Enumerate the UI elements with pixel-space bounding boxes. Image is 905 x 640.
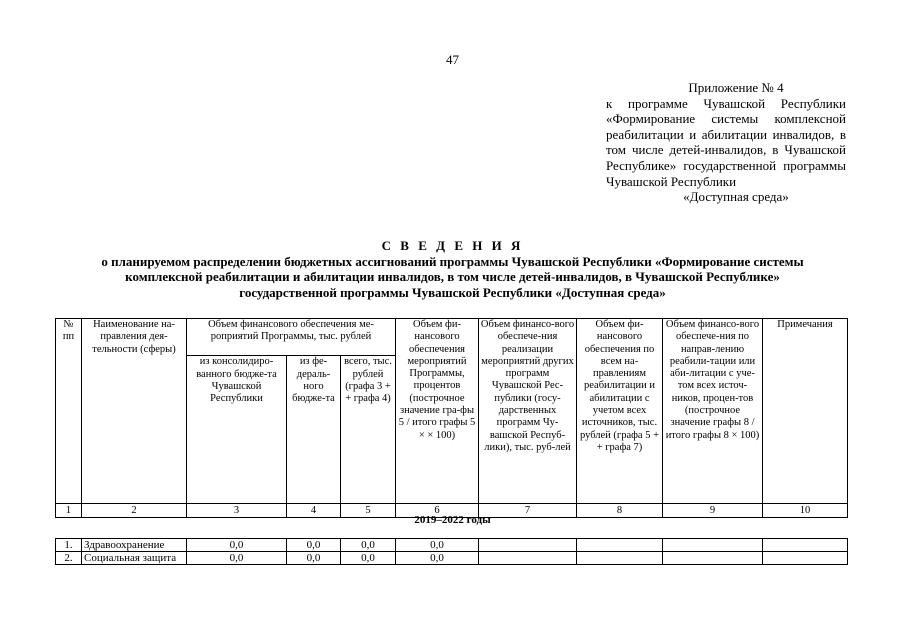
page-number: 47 bbox=[446, 52, 459, 67]
appendix-last-line: «Доступная среда» bbox=[683, 189, 789, 205]
header-share-percent: Объем фи-нансового обеспечения мероприятий Программы, процентов (построчное значение гра-фы 5 / итого графы 5 × × 100) bbox=[396, 319, 479, 504]
row-name: Здравоохранение bbox=[82, 539, 187, 552]
header-other-programs: Объем финансо-вого обеспече-ния реализации мероприятий других программ Чувашской Рес-публики (госу-дарственных программ Чу-вашской Респуб-лики), тыс. руб-лей bbox=[479, 319, 577, 504]
row-name: Социальная защита bbox=[82, 552, 187, 565]
row-number: 2. bbox=[56, 552, 82, 565]
header-consolidated: из консолидиро-ванного бюдже-та Чувашской Республики bbox=[187, 356, 287, 504]
header-all-directions: Объем фи-нансового обеспечения по всем на-правлениям реабилитации и абилитации с учетом всех источников, тыс. рублей (графа 5 + + графа 7) bbox=[577, 319, 663, 504]
cell-federal: 0,0 bbox=[287, 552, 341, 565]
document-heading bbox=[0, 238, 905, 300]
heading-line-1: о планируемом распределении бюджетных ассигнований программы Чувашской Республики «Формирование системы bbox=[101, 253, 804, 269]
cell-share-percent: 0,0 bbox=[396, 539, 479, 552]
cell-other-programs bbox=[479, 539, 577, 552]
cell-notes bbox=[763, 539, 848, 552]
column-number: 2 bbox=[82, 504, 187, 518]
cell-direction-percent bbox=[663, 539, 763, 552]
header-direction-cont bbox=[82, 356, 187, 504]
column-number: 6 bbox=[396, 504, 479, 518]
column-number: 10 bbox=[763, 504, 848, 518]
table-row bbox=[56, 552, 848, 565]
heading-line-2: комплексной реабилитации и абилитации инвалидов, в том числе детей-инвалидов, в Чувашской Республике» bbox=[125, 269, 780, 284]
header-table bbox=[55, 318, 848, 518]
cell-total: 0,0 bbox=[341, 539, 396, 552]
header-direction-percent: Объем финансо-вого обеспече-ния по направ-лению реабили-тации или аби-литации с уче-том всех источ-ников, процен-тов (построчное значение графы 8 / итого графы 8 × 100) bbox=[663, 319, 763, 504]
period-heading: 2019–2022 годы bbox=[414, 514, 491, 526]
cell-consolidated: 0,0 bbox=[187, 552, 287, 565]
column-number: 5 bbox=[341, 504, 396, 518]
heading-title: С В Е Д Е Н И Я bbox=[381, 238, 524, 253]
header-notes: Примечания bbox=[763, 319, 848, 504]
data-table bbox=[55, 538, 848, 565]
cell-all-directions bbox=[577, 552, 663, 565]
header-num: № пп bbox=[56, 319, 82, 356]
cell-all-directions bbox=[577, 539, 663, 552]
appendix-body: к программе Чувашской Республики «Формирование системы комплексной реабилитации и абилитации инвалидов, в том числе детей-инвалидов, в Чувашской Республике» государственной программы Чувашской Республики bbox=[606, 95, 846, 189]
column-number: 8 bbox=[577, 504, 663, 518]
heading-line-3: государственной программы Чувашской Республики «Доступная среда» bbox=[239, 284, 666, 300]
appendix-block bbox=[606, 80, 846, 205]
cell-consolidated: 0,0 bbox=[187, 539, 287, 552]
column-number: 4 bbox=[287, 504, 341, 518]
header-federal: из фе-дераль-ного бюдже-та bbox=[287, 356, 341, 504]
column-number: 1 bbox=[56, 504, 82, 518]
cell-notes bbox=[763, 552, 848, 565]
cell-total: 0,0 bbox=[341, 552, 396, 565]
header-total: всего, тыс. рублей (графа 3 + + графа 4) bbox=[341, 356, 396, 504]
cell-other-programs bbox=[479, 552, 577, 565]
header-num-cont bbox=[56, 356, 82, 504]
table-row bbox=[56, 539, 848, 552]
cell-federal: 0,0 bbox=[287, 539, 341, 552]
cell-share-percent: 0,0 bbox=[396, 552, 479, 565]
cell-direction-percent bbox=[663, 552, 763, 565]
header-direction: Наименование на-правления дея-тельности (сферы) bbox=[82, 319, 187, 356]
column-number: 7 bbox=[479, 504, 577, 518]
header-volume-group: Объем финансового обеспечения ме-роприятий Программы, тыс. рублей bbox=[187, 319, 396, 356]
column-number: 3 bbox=[187, 504, 287, 518]
appendix-title: Приложение № 4 bbox=[688, 80, 784, 95]
row-number: 1. bbox=[56, 539, 82, 552]
column-number: 9 bbox=[663, 504, 763, 518]
